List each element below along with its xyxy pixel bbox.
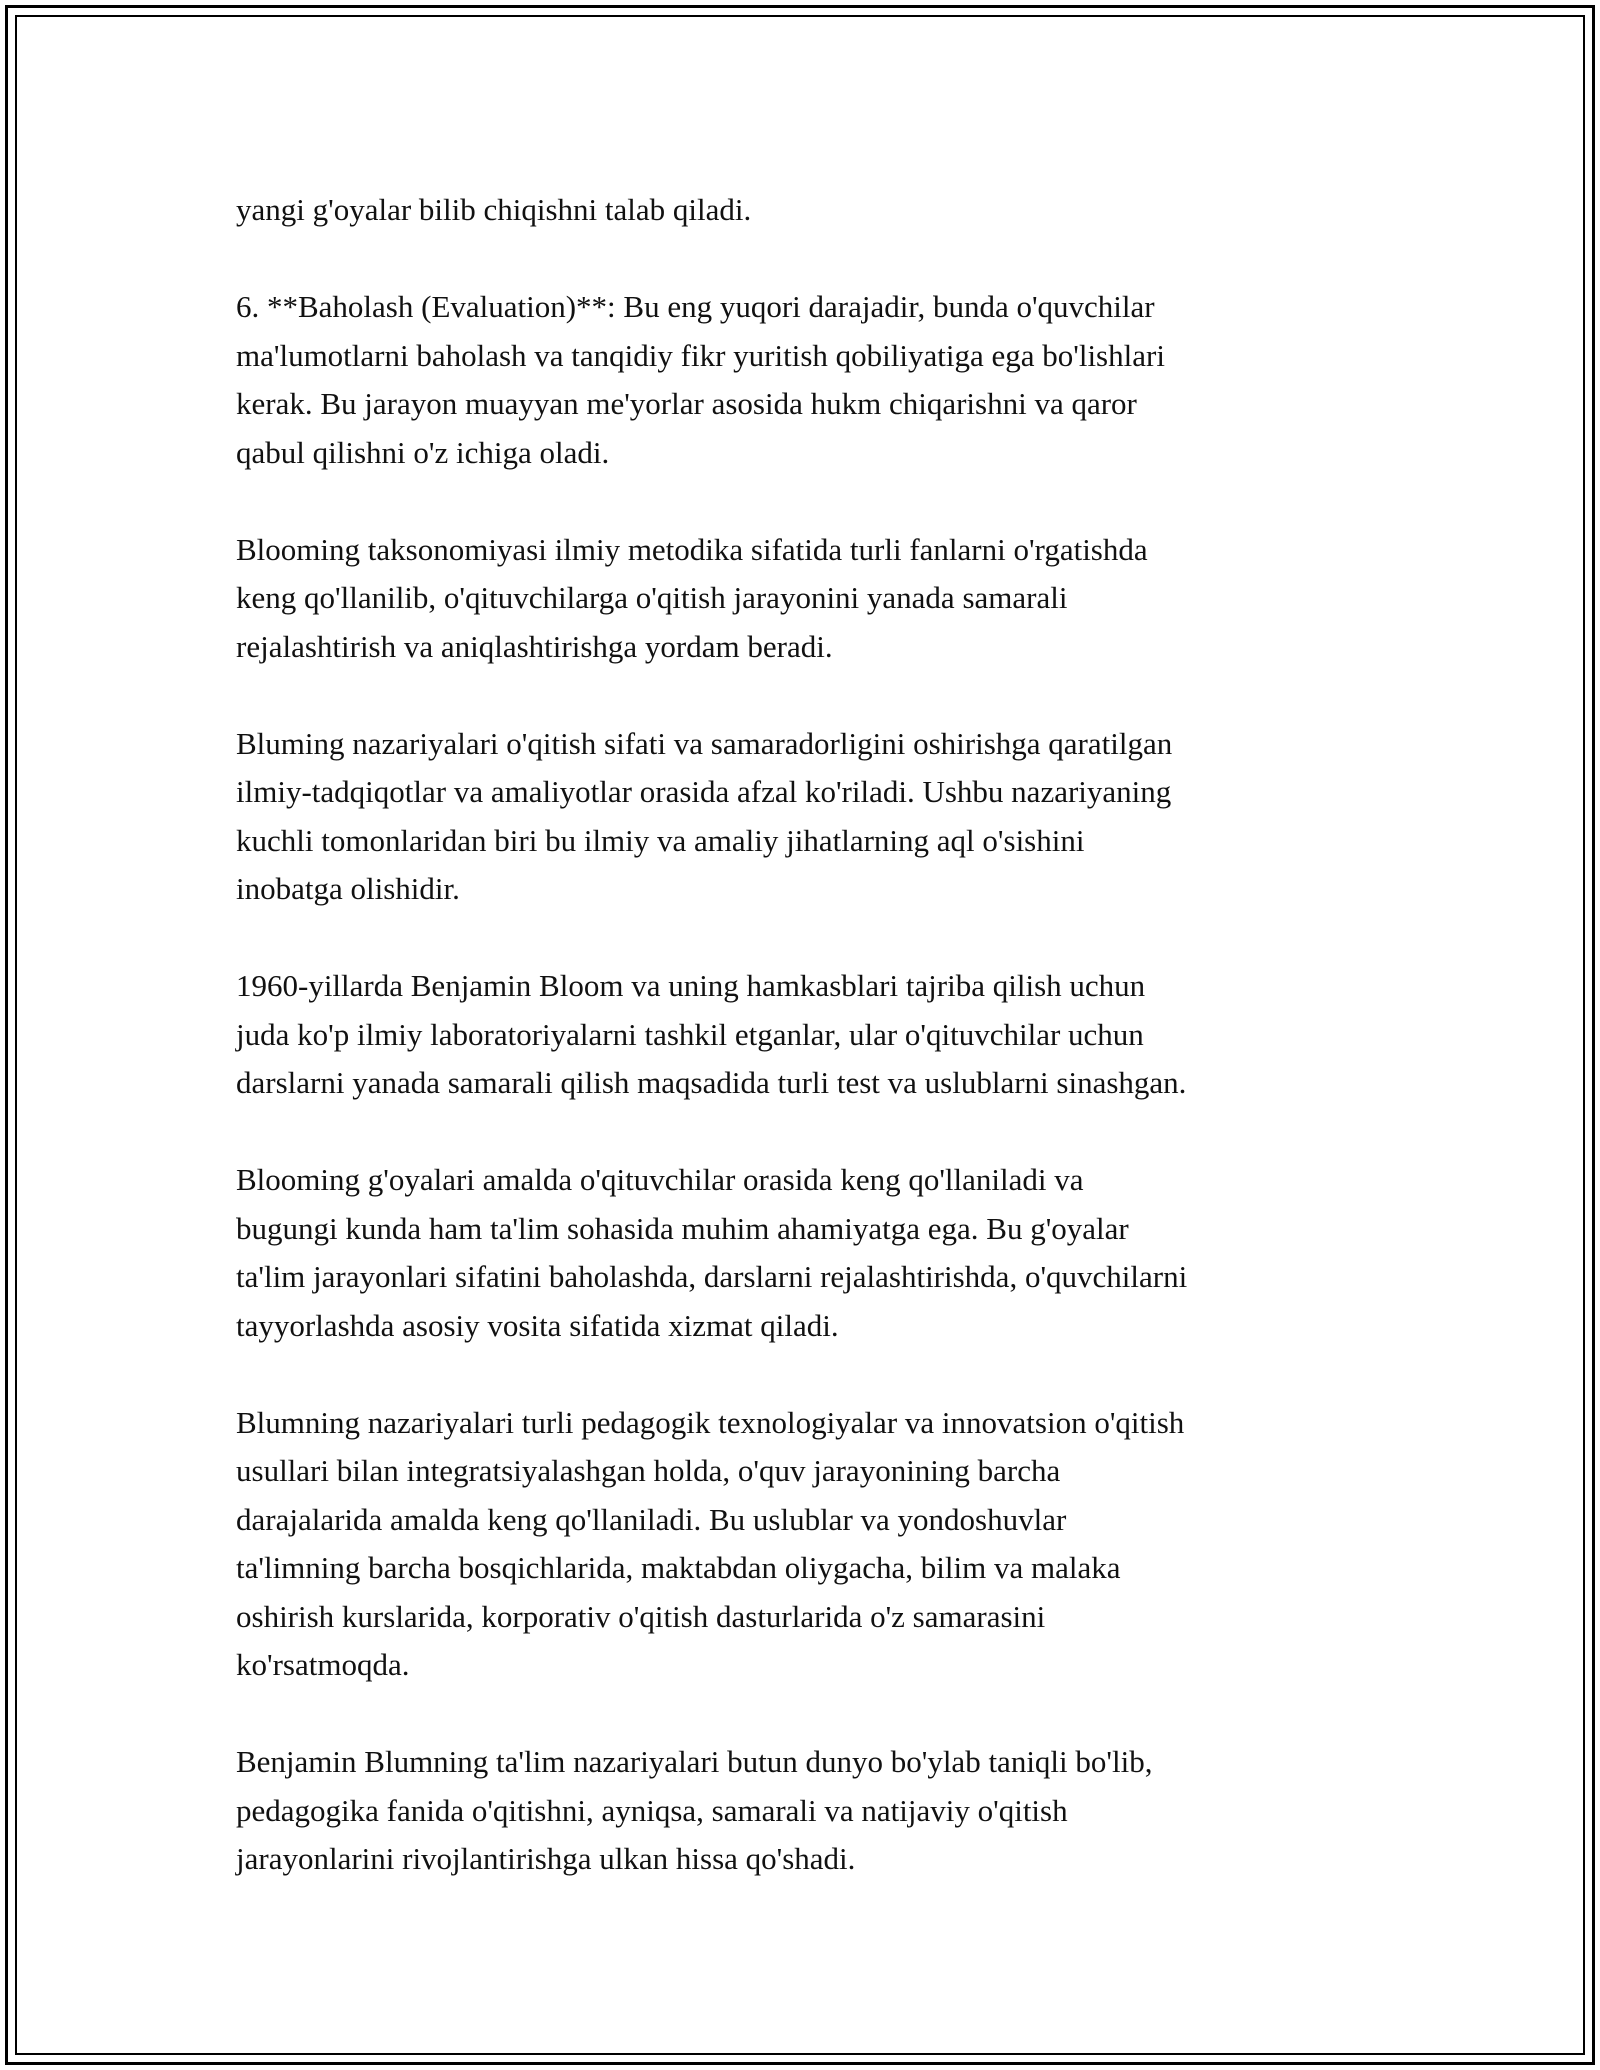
text-line: ta'limning barcha bosqichlarida, maktabdan oliygacha, bilim va malaka [236, 1550, 1121, 1585]
paragraph-taxonomy [236, 526, 1366, 672]
paragraph-conclusion [236, 1738, 1366, 1884]
text-line: rejalashtirish va aniqlashtirishga yordam beradi. [236, 628, 833, 664]
text-line: Blooming taksonomiyasi ilmiy metodika sifatida turli fanlarni o'rgatishda [236, 531, 1148, 567]
text-line: jarayonlarini rivojlantirishga ulkan hissa qo'shadi. [236, 1841, 856, 1876]
paragraph-ideas [236, 1156, 1366, 1350]
document-body [236, 186, 1366, 1932]
text-line: Benjamin Blumning ta'lim nazariyalari butun dunyo bo'ylab taniqli bo'lib, [236, 1744, 1153, 1779]
text-line: tayyorlashda asosiy vosita sifatida xizmat qiladi. [236, 1307, 839, 1343]
text-line: ta'lim jarayonlari sifatini baholashda, darslarni rejalashtirishda, o'quvchilarni [236, 1259, 1188, 1294]
text-line: ma'lumotlarni baholash va tanqidiy fikr yuritish qobiliyatiga ega bo'lishlari [236, 337, 1165, 373]
text-line: yangi g'oyalar bilib chiqishni talab qiladi. [236, 192, 752, 227]
text-line: 6. **Baholash (Evaluation)**: Bu eng yuqori darajadir, bunda o'quvchilar [236, 289, 1155, 324]
paragraph-evaluation [236, 283, 1366, 477]
text-line: oshirish kurslarida, korporativ o'qitish dasturlarida o'z samarasini [236, 1598, 1046, 1634]
text-line: inobatga olishidir. [236, 871, 460, 906]
text-line: Blumning nazariyalari turli pedagogik texnologiyalar va innovatsion o'qitish [236, 1404, 1185, 1440]
text-line: keng qo'llanilib, o'qituvchilarga o'qitish jarayonini yanada samarali [236, 580, 1068, 615]
text-line: kuchli tomonlaridan biri bu ilmiy va amaliy jihatlarning aql o'sishini [236, 822, 1085, 858]
text-line: Blooming g'oyalari amalda o'qituvchilar orasida keng qo'llaniladi va [236, 1162, 1084, 1197]
paragraph-theories [236, 720, 1366, 914]
text-line: 1960-yillarda Benjamin Bloom va uning hamkasblari tajriba qilish uchun [236, 968, 1146, 1003]
text-line: usullari bilan integratsiyalashgan holda, o'quv jarayonining barcha [236, 1453, 1061, 1488]
text-line: Bluming nazariyalari o'qitish sifati va samaradorligini oshirishga qaratilgan [236, 725, 1173, 761]
text-line: ko'rsatmoqda. [236, 1647, 410, 1682]
text-line: darslarni yanada samarali qilish maqsadida turli test va uslublarni sinashgan. [236, 1065, 1187, 1100]
text-line: darajalarida amalda keng qo'llaniladi. Bu uslublar va yondoshuvlar [236, 1501, 1067, 1537]
paragraph-continuation [236, 186, 1366, 235]
text-line: pedagogika fanida o'qitishni, ayniqsa, samarali va natijaviy o'qitish [236, 1792, 1068, 1828]
text-line: ilmiy-tadqiqotlar va amaliyotlar orasida afzal ko'riladi. Ushbu nazariyaning [236, 774, 1172, 809]
text-line: qabul qilishni o'z ichiga oladi. [236, 434, 610, 470]
text-line: juda ko'p ilmiy laboratoriyalarni tashkil etganlar, ular o'qituvchilar uchun [236, 1016, 1144, 1052]
text-line: kerak. Bu jarayon muayyan me'yorlar asosida hukm chiqarishni va qaror [236, 386, 1137, 421]
paragraph-1960s [236, 962, 1366, 1108]
paragraph-technologies [236, 1399, 1366, 1690]
text-line: bugungi kunda ham ta'lim sohasida muhim ahamiyatga ega. Bu g'oyalar [236, 1210, 1129, 1246]
